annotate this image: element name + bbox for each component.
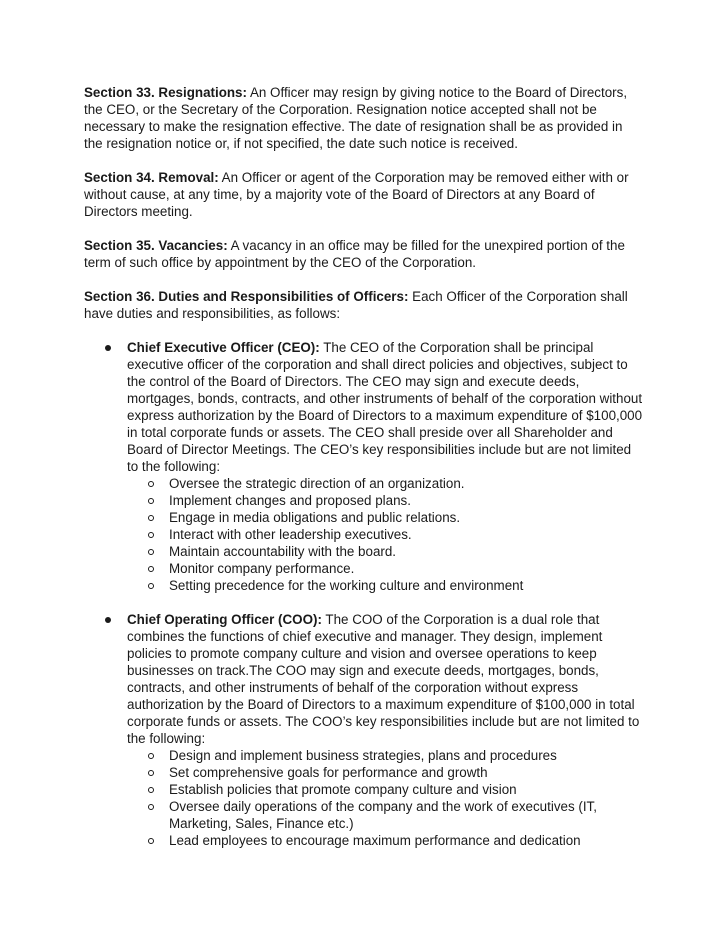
responsibility-text: Interact with other leadership executives. (169, 527, 412, 542)
bullet-icon (105, 345, 111, 351)
hollow-bullet-icon (148, 498, 154, 504)
document-page (84, 84, 644, 866)
responsibility-item (127, 475, 644, 492)
section-heading: Section 36. Duties and Responsibilities of Officers: (84, 289, 409, 304)
section-body: A vacancy in an office may be filled for the unexpired portion of the term of such office by appointment by the CEO of the Corporation. (84, 238, 625, 270)
officer-list (84, 339, 644, 849)
responsibility-item (127, 560, 644, 577)
section-36-duties (84, 288, 644, 322)
section-heading: Section 35. Vacancies: (84, 238, 228, 253)
responsibility-text: Oversee the strategic direction of an organization. (169, 476, 465, 491)
responsibility-text: Design and implement business strategies, plans and procedures (169, 748, 557, 763)
responsibility-item (127, 543, 644, 560)
responsibility-text: Lead employees to encourage maximum performance and dedication (169, 833, 581, 848)
responsibility-item (127, 509, 644, 526)
responsibility-item (127, 832, 644, 849)
hollow-bullet-icon (148, 481, 154, 487)
bullet-icon (105, 617, 111, 623)
responsibility-item (127, 781, 644, 798)
responsibility-text: Setting precedence for the working culture and environment (169, 578, 524, 593)
responsibility-item (127, 492, 644, 509)
officer-description: The COO of the Corporation is a dual role that combines the functions of chief executive and manager. They design, implement policies to promote company culture and vision and oversee operations to keep businesses on track.The COO may sign and execute deeds, mortgages, bonds, contracts, and other instruments of behalf of the corporation without express authorization by the Board of Directors to a maximum expenditure of $100,000 in total corporate funds or assets. The COO’s key responsibilities include but are not limited to the following: (127, 612, 640, 746)
responsibility-item (127, 747, 644, 764)
section-body: An Officer or agent of the Corporation may be removed either with or without cause, at any time, by a majority vote of the Board of Directors at any Board of Directors meeting. (84, 170, 629, 219)
responsibility-item (127, 764, 644, 781)
responsibility-text: Engage in media obligations and public relations. (169, 510, 461, 525)
ceo-responsibilities-list (127, 475, 644, 594)
section-35-vacancies (84, 237, 644, 271)
responsibility-text: Implement changes and proposed plans. (169, 493, 411, 508)
officer-item-coo (84, 611, 644, 849)
responsibility-text: Monitor company performance. (169, 561, 355, 576)
section-34-removal (84, 169, 644, 220)
hollow-bullet-icon (148, 770, 154, 776)
hollow-bullet-icon (148, 515, 154, 521)
section-body: An Officer may resign by giving notice to the Board of Directors, the CEO, or the Secretary of the Corporation. Resignation notice accepted shall not be necessary to make the resignation effective. The date of resignation shall be as provided in the resignation notice or, if not specified, the date such notice is received. (84, 85, 628, 151)
section-body: Each Officer of the Corporation shall have duties and responsibilities, as follows: (84, 289, 628, 321)
responsibility-text: Maintain accountability with the board. (169, 544, 397, 559)
section-33-resignations (84, 84, 644, 152)
hollow-bullet-icon (148, 804, 154, 810)
hollow-bullet-icon (148, 532, 154, 538)
responsibility-item (127, 577, 644, 594)
section-heading: Section 34. Removal: (84, 170, 219, 185)
hollow-bullet-icon (148, 787, 154, 793)
responsibility-text: Oversee daily operations of the company and the work of executives (IT, Marketing, Sales, Finance etc.) (169, 799, 597, 831)
officer-description: The CEO of the Corporation shall be principal executive officer of the corporation and shall direct policies and objectives, subject to the control of the Board of Directors. The CEO may sign and execute deeds, mortgages, bonds, contracts, and other instruments of behalf of the corporation without express authorization by the Board of Directors to a maximum expenditure of $100,000 in total corporate funds or assets. The CEO shall preside over all Shareholder and Board of Director Meetings. The CEO’s key responsibilities include but are not limited to the following: (127, 340, 643, 474)
coo-responsibilities-list (127, 747, 644, 849)
officer-title: Chief Operating Officer (COO): (127, 612, 322, 627)
officer-item-ceo (84, 339, 644, 594)
section-heading: Section 33. Resignations: (84, 85, 247, 100)
responsibility-text: Set comprehensive goals for performance and growth (169, 765, 488, 780)
hollow-bullet-icon (148, 566, 154, 572)
hollow-bullet-icon (148, 549, 154, 555)
responsibility-text: Establish policies that promote company culture and vision (169, 782, 517, 797)
hollow-bullet-icon (148, 753, 154, 759)
officer-title: Chief Executive Officer (CEO): (127, 340, 320, 355)
hollow-bullet-icon (148, 583, 154, 589)
responsibility-item (127, 526, 644, 543)
hollow-bullet-icon (148, 838, 154, 844)
responsibility-item (127, 798, 644, 832)
